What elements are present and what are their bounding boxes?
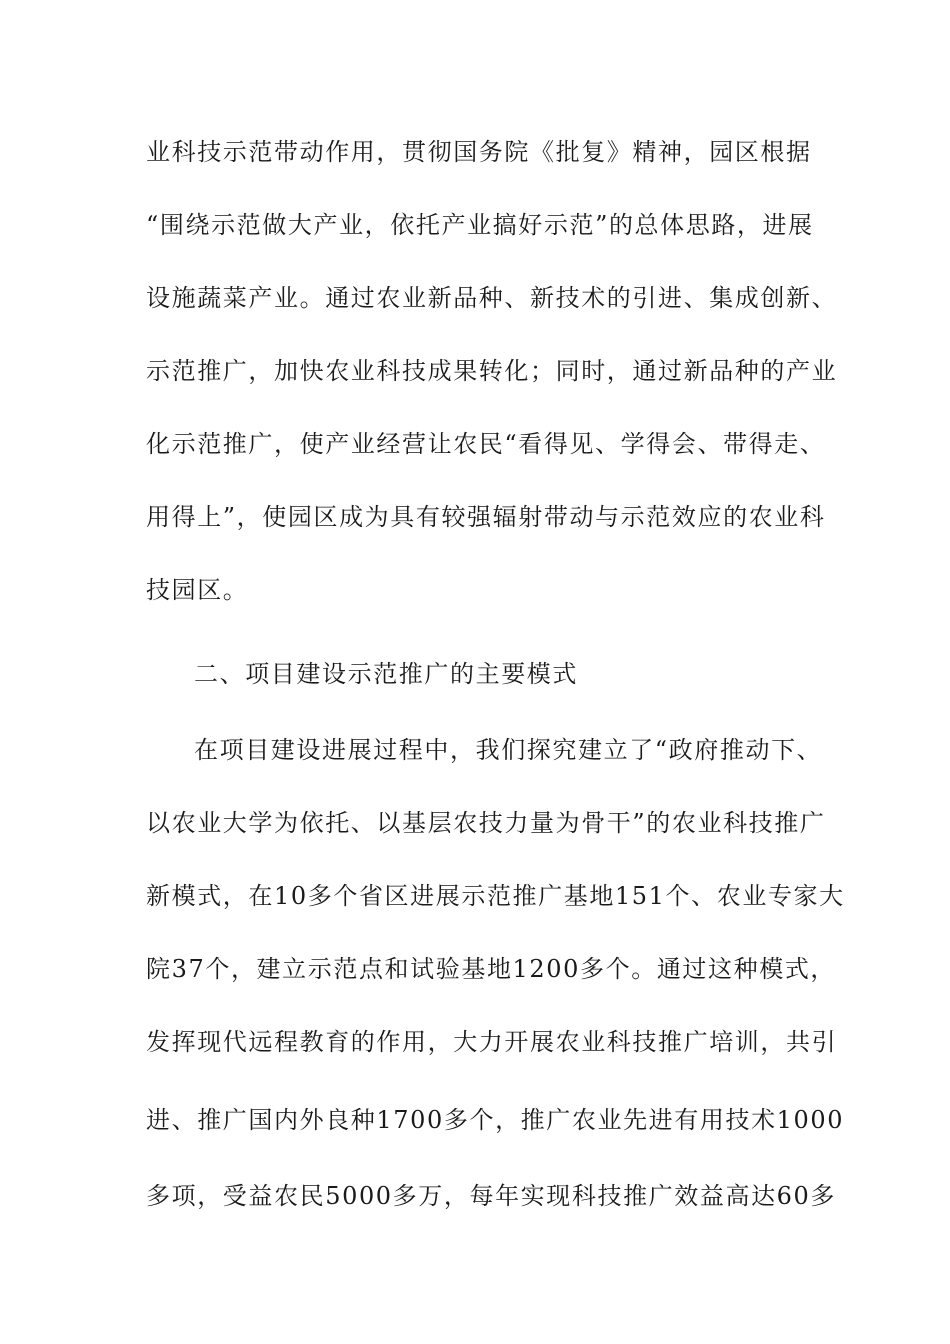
body-text-line: “围绕示范做大产业，依托产业搞好示范”的总体思路，进展 — [146, 211, 814, 239]
body-text-line: 用得上”，使园区成为具有较强辐射带动与示范效应的农业科 — [146, 503, 826, 531]
body-text-line: 发挥现代远程教育的作用，大力开展农业科技推广培训，共引 — [146, 1028, 838, 1056]
body-text-line: 多项，受益农民5000多万，每年实现科技推广效益高达60多 — [146, 1182, 837, 1210]
body-text-line: 进、推广国内外良种1700多个，推广农业先进有用技术1000 — [146, 1106, 845, 1134]
body-text-line: 设施蔬菜产业。通过农业新品种、新技术的引进、集成创新、 — [146, 284, 838, 312]
body-text-line: 化示范推广，使产业经营让农民“看得见、学得会、带得走、 — [146, 430, 826, 458]
body-text-line: 在项目建设进展过程中，我们探究建立了“政府推动下、 — [194, 736, 823, 764]
section-heading: 二、项目建设示范推广的主要模式 — [194, 660, 578, 688]
body-text-line: 新模式，在10多个省区进展示范推广基地151个、农业专家大 — [146, 882, 845, 910]
body-text-line: 院37个，建立示范点和试验基地1200多个。通过这种模式， — [146, 955, 837, 983]
body-text-line: 示范推广，加快农业科技成果转化；同时，通过新品种的产业 — [146, 357, 838, 385]
body-text-line: 以农业大学为依托、以基层农技力量为骨干”的农业科技推广 — [146, 809, 826, 837]
body-text-line: 技园区。 — [146, 576, 249, 604]
body-text-line: 业科技示范带动作用，贯彻国务院《批复》精神，园区根据 — [146, 138, 812, 166]
